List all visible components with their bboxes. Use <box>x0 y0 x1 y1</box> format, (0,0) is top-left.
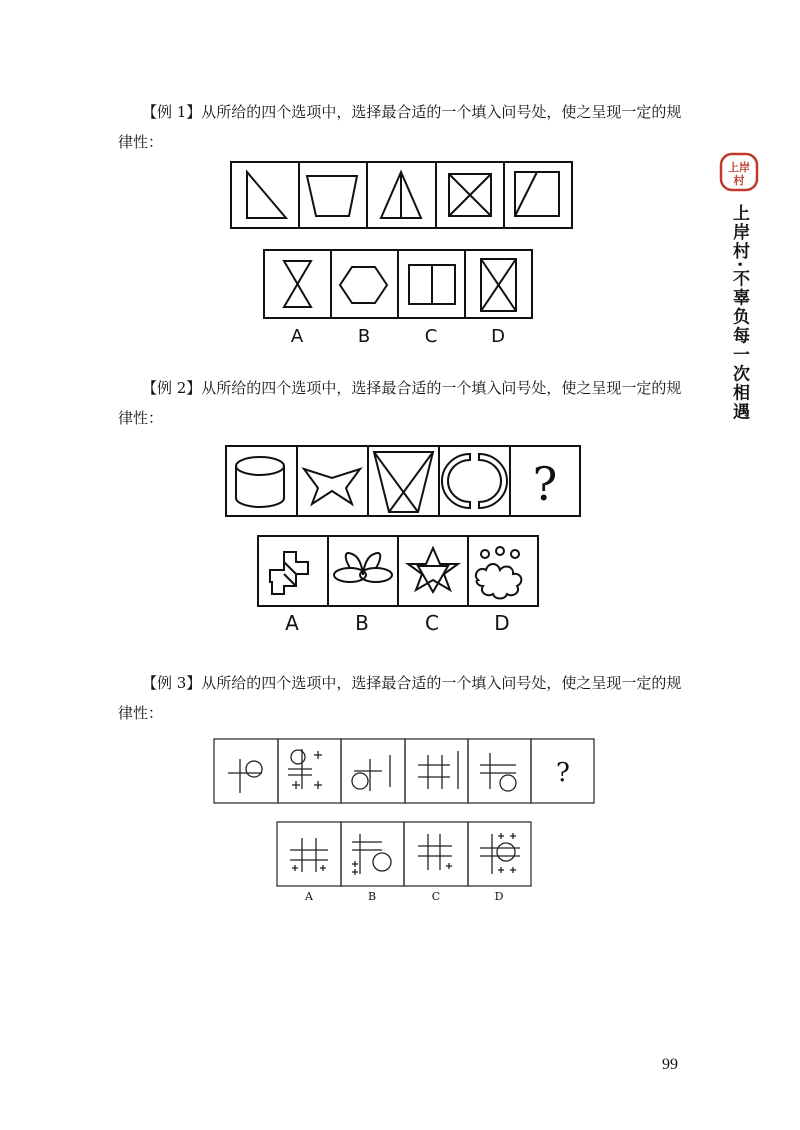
q3-option-a-label: A <box>305 890 313 903</box>
q2-option-d[interactable] <box>468 536 538 635</box>
q3-option-d[interactable] <box>468 822 531 903</box>
q2-stem-1 <box>226 446 297 516</box>
q1-stem-2 <box>299 162 367 228</box>
q3-option-b-label: B <box>367 890 377 903</box>
q3-option-d-label: D <box>494 890 504 903</box>
svg-text:上岸: 上岸 <box>728 161 750 174</box>
q1-option-d-label: D <box>491 326 505 347</box>
q1-stem-3 <box>367 162 436 228</box>
question-2-stem-row <box>0 444 800 534</box>
q2-option-b[interactable] <box>328 536 398 635</box>
q2-option-b-label: B <box>355 611 369 635</box>
q1-option-c-label: C <box>424 326 438 347</box>
q2-option-a-label: A <box>285 611 299 635</box>
q1-stem-5 <box>504 162 572 228</box>
question-3-stem-row <box>0 737 800 817</box>
q2-stem-4 <box>439 446 510 516</box>
q3-option-a[interactable] <box>277 822 341 903</box>
q3-option-b[interactable] <box>341 822 404 903</box>
question-1-text: 【例 1】从所给的四个选项中，选择最合适的一个填入问号处，使之呈现一定的规律性： <box>118 103 682 151</box>
q2-question-mark: ? <box>532 457 558 511</box>
q1-option-b[interactable] <box>331 250 398 347</box>
brand-slogan: 上岸村·不辜负每一次相遇 <box>729 204 749 422</box>
q3-question-mark: ? <box>556 758 570 788</box>
question-2-options-row <box>0 534 800 644</box>
q2-stem-3 <box>368 446 439 516</box>
q2-option-c-label: C <box>425 611 439 635</box>
q3-stem-5 <box>468 739 531 803</box>
page-number: 99 <box>662 1056 678 1073</box>
q1-stem-4 <box>436 162 504 228</box>
q3-stem-6-question <box>531 739 594 803</box>
brand-logo-seal <box>719 152 759 192</box>
q1-option-c[interactable] <box>398 250 465 347</box>
q3-stem-3 <box>341 739 405 803</box>
q2-stem-2 <box>297 446 368 516</box>
question-2-text: 【例 2】从所给的四个选项中，选择最合适的一个填入问号处，使之呈现一定的规律性： <box>118 379 682 427</box>
q3-stem-1 <box>214 739 278 803</box>
q2-option-c[interactable] <box>398 536 468 635</box>
q3-option-c[interactable] <box>404 822 468 903</box>
q1-option-a[interactable] <box>264 250 331 347</box>
svg-text:村: 村 <box>733 174 745 187</box>
q2-stem-5-question <box>510 446 580 516</box>
q3-option-c-label: C <box>431 890 441 903</box>
question-3-options-row <box>0 820 800 910</box>
q3-stem-4 <box>405 739 468 803</box>
q2-option-a[interactable] <box>258 536 328 635</box>
q1-stem-1 <box>231 162 299 228</box>
q1-option-a-label: A <box>290 326 304 347</box>
question-1-options-row <box>0 245 800 365</box>
question-3-text: 【例 3】从所给的四个选项中，选择最合适的一个填入问号处，使之呈现一定的规律性： <box>118 674 682 722</box>
q1-option-d[interactable] <box>465 250 532 347</box>
q1-option-b-label: B <box>357 326 371 347</box>
q2-option-d-label: D <box>494 611 510 635</box>
q3-stem-2 <box>278 739 341 803</box>
